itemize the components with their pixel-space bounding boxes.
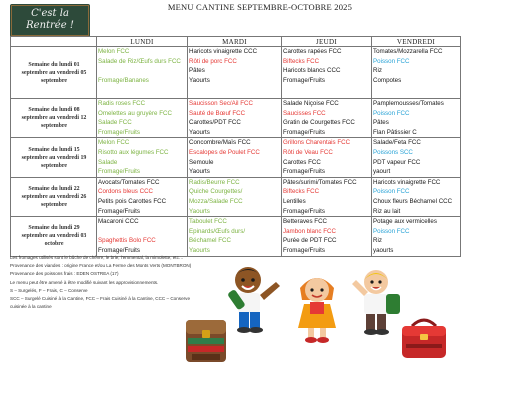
menu-item: Pâtes/surimi/Tomates FCC <box>283 178 357 186</box>
note-line: S – Surgelés, F – Frais, C – Conserve <box>10 287 88 293</box>
week-label-line: octobre <box>44 241 64 248</box>
note-line: SCC – Surgelé Cuisiné à la Cantine, FCC – Frais Cuisiné à la Cantine, CCC – Conserve <box>10 296 190 302</box>
logo-line-1: C'est la <box>31 8 69 19</box>
note-line: Le menu peut être amené à être modifié suivant les approvisionnements. <box>10 279 159 285</box>
week-label-line: septembre au vendredi 03 <box>21 233 87 240</box>
menu-item: Salade FCC <box>98 119 132 127</box>
menu-cell-lundi <box>97 99 188 138</box>
menu-item: Riz au lait <box>373 207 401 215</box>
menu-cell-mardi <box>188 138 282 177</box>
menu-cell-mardi <box>188 217 282 256</box>
menu-item: Poissons SCC <box>373 148 413 156</box>
week-label-line: Semaine du lundi 29 <box>28 225 80 232</box>
week-row <box>11 47 461 99</box>
menu-item: Risotto aux légumes FCC <box>98 148 169 156</box>
menu-item: Yaourts <box>189 128 210 136</box>
menu-cell-mardi <box>188 177 282 216</box>
menu-item: Carottes/PDT FCC <box>189 119 241 127</box>
menu-cell-vendredi <box>372 47 461 99</box>
menu-item: Mozza/Salade FCC <box>189 197 243 205</box>
menu-item: Pamplemousses/Tomates <box>373 100 444 107</box>
week-row <box>11 99 461 138</box>
header-mardi: MARDI <box>188 37 282 47</box>
menu-item: Gratin de Courgettes FCC <box>283 119 355 127</box>
header-row <box>11 37 461 47</box>
menu-item: Béchamel FCC <box>189 237 231 245</box>
menu-item: Rôti de porc FCC <box>189 57 237 65</box>
menu-item: Betteraves FCC <box>283 218 328 226</box>
menu-item: Yaourts <box>189 207 210 215</box>
menu-item: Choux fleurs Béchamel CCC <box>373 197 453 205</box>
week-label-line: septembre <box>40 162 68 169</box>
menu-item: Salade <box>98 158 118 166</box>
week-label-line: Semaine du lundi 15 <box>28 146 80 153</box>
menu-item: Fromage/Fruits <box>98 168 140 176</box>
menu-item: Poisson FCC <box>373 57 410 65</box>
week-label-line: septembre <box>40 77 68 84</box>
menu-item: Taboulet FCC <box>189 218 227 226</box>
menu-item: Poisson FCC <box>373 227 410 235</box>
menu-cell-vendredi <box>372 138 461 177</box>
menu-item: Compotes <box>373 76 402 84</box>
week-row <box>11 177 461 216</box>
header-lundi: LUNDI <box>97 37 188 47</box>
menu-cell-lundi <box>97 47 188 99</box>
menu-item: Melon FCC <box>98 139 130 147</box>
menu-item: Yaourts <box>189 168 210 176</box>
menu-item: Rôti de Veau FCC <box>283 148 333 156</box>
logo-line-2: Rentrée ! <box>26 20 74 31</box>
menu-item: Cordons bleus CCC <box>98 188 154 196</box>
menu-item: Fromage/Fruits <box>98 128 140 136</box>
menu-item: Fromage/Fruits <box>283 128 325 136</box>
rentree-logo <box>10 4 90 37</box>
week-label-line: septembre <box>40 201 68 208</box>
menu-item: Saucisson Sec/Ail FCC <box>189 100 253 107</box>
menu-item <box>98 66 187 76</box>
menu-item: Potage aux vermicelles <box>373 218 437 226</box>
week-row <box>11 138 461 177</box>
menu-cell-jeudi <box>282 47 372 99</box>
menu-item: Salade Niçoise FCC <box>283 100 339 107</box>
menu-item: Carottes FCC <box>283 158 321 166</box>
menu-cell-jeudi <box>282 138 372 177</box>
menu-item: Biftecks FCC <box>283 57 320 65</box>
menu-item: Concombre/Maïs FCC <box>189 139 251 147</box>
menu-item: Spaghettis Bolo FCC <box>98 237 156 245</box>
menu-item: Pâtes <box>189 67 205 75</box>
week-label <box>11 217 97 256</box>
week-label <box>11 138 97 177</box>
menu-item: Salade/Feta FCC <box>373 139 421 147</box>
week-label <box>11 99 97 138</box>
menu-cell-lundi <box>97 177 188 216</box>
menu-item <box>98 227 187 237</box>
menu-item: Sauté de Bœuf FCC <box>189 109 246 117</box>
menu-cell-vendredi <box>372 177 461 216</box>
menu-cell-mardi <box>188 99 282 138</box>
menu-item: Haricots blancs CCC <box>283 67 341 75</box>
menu-item: Avocats/Tomates FCC <box>98 178 160 186</box>
menu-item: Petits pois Carottes FCC <box>98 197 167 205</box>
menu-item: Epinards/Œufs durs/ <box>189 227 246 235</box>
menu-item: yaourt <box>373 168 391 176</box>
menu-cell-mardi <box>188 47 282 99</box>
week-label-line: septembre <box>40 123 68 130</box>
menu-item: Radis/Beurre FCC <box>189 178 240 186</box>
menu-item: Melon FCC <box>98 48 130 55</box>
week-label-line: Semaine du lundi 22 <box>28 185 80 192</box>
menu-item: Fromage/Fruits <box>283 76 325 84</box>
menu-item: Poisson FCC <box>373 109 410 117</box>
menu-item: Fromage/Bananes <box>98 76 149 84</box>
menu-item: Semoule <box>189 158 214 166</box>
menu-cell-jeudi <box>282 217 372 256</box>
note-line: cuisinée à la cantine <box>10 304 52 310</box>
menu-item: PDT vapeur FCC <box>373 158 421 166</box>
menu-item: Omelettes au gruyère FCC <box>98 109 172 117</box>
menu-item: Jambon blanc FCC <box>283 227 336 235</box>
menu-item: Fromage/Fruits <box>283 246 325 254</box>
menu-item: Fromage/Fruits <box>98 207 140 215</box>
week-label-line: septembre au vendredi 19 <box>21 154 87 161</box>
week-label-line: Semaine du lundi 01 <box>28 61 80 68</box>
menu-item: Poisson FCC <box>373 188 410 196</box>
week-label-line: septembre au vendredi 12 <box>21 115 87 122</box>
menu-item: Fromage/Fruits <box>283 168 325 176</box>
menu-cell-vendredi <box>372 99 461 138</box>
menu-item: Saucisses FCC <box>283 109 326 117</box>
note-line: Provenance des viandes : origine France et/ou La Ferme des Monts Verts (MONTBRON) <box>10 263 192 269</box>
menu-item: Fromage/Fruits <box>98 246 140 254</box>
corner-cell <box>11 37 97 47</box>
header-vendredi: VENDREDI <box>372 37 461 47</box>
menu-item: Riz <box>373 237 382 245</box>
menu-cell-vendredi <box>372 217 461 256</box>
week-row <box>11 217 461 256</box>
menu-item: Salade de Riz/Œufs durs FCC <box>98 57 181 65</box>
menu-item: Grillons Charentais FCC <box>283 139 351 147</box>
logo-text <box>10 4 90 37</box>
menu-cell-jeudi <box>282 177 372 216</box>
week-label-line: septembre au vendredi 05 <box>21 69 87 76</box>
menu-item: Yaourts <box>189 76 210 84</box>
note-line: Les fromages utilisés sont le bûche de chèvre, le brie, l'emmental, la mimolette, etc… <box>10 255 184 260</box>
menu-item: Pâtes <box>373 119 389 127</box>
menu-item: Haricots vinaigrette CCC <box>189 48 258 55</box>
week-label <box>11 177 97 216</box>
menu-item: Purée de PDT FCC <box>283 237 337 245</box>
note-line: Provenance des poissons frais : EDEN OSTREA (17) <box>10 271 119 277</box>
menu-table <box>10 36 461 257</box>
menu-cell-lundi <box>97 138 188 177</box>
menu-item: Flan Pâtissier C <box>373 128 417 136</box>
red-bag-illustration <box>398 316 450 362</box>
menu-item: Haricots vinaigrette FCC <box>373 178 441 186</box>
girl-illustration <box>286 266 348 346</box>
menu-item: Riz <box>373 67 382 75</box>
week-label-line: septembre au vendredi 26 <box>21 193 87 200</box>
menu-item: Biftecks FCC <box>283 188 320 196</box>
menu-item: Quiche Courgettes/ <box>189 188 243 196</box>
menu-item: Macaroni CCC <box>98 218 139 226</box>
menu-item: Escalopes de Poulet FCC <box>189 148 260 156</box>
week-label-line: Semaine du lundi 08 <box>28 107 80 114</box>
menu-cell-jeudi <box>282 99 372 138</box>
menu-cell-lundi <box>97 217 188 256</box>
menu-item: Yaourts <box>189 246 210 254</box>
boy-illustration <box>218 262 288 342</box>
menu-item: Lentilles <box>283 197 306 205</box>
week-label <box>11 47 97 99</box>
header-jeudi: JEUDI <box>282 37 372 47</box>
menu-item: Tomates/Mozzarella FCC <box>373 48 443 55</box>
menu-item: Radis roses FCC <box>98 100 146 107</box>
page-title: MENU CANTINE SEPTEMBRE-OCTOBRE 2025 <box>167 2 353 12</box>
menu-item: Fromage/Fruits <box>283 207 325 215</box>
menu-item: yaourts <box>373 246 394 254</box>
menu-item: Carottes rapées FCC <box>283 48 342 55</box>
